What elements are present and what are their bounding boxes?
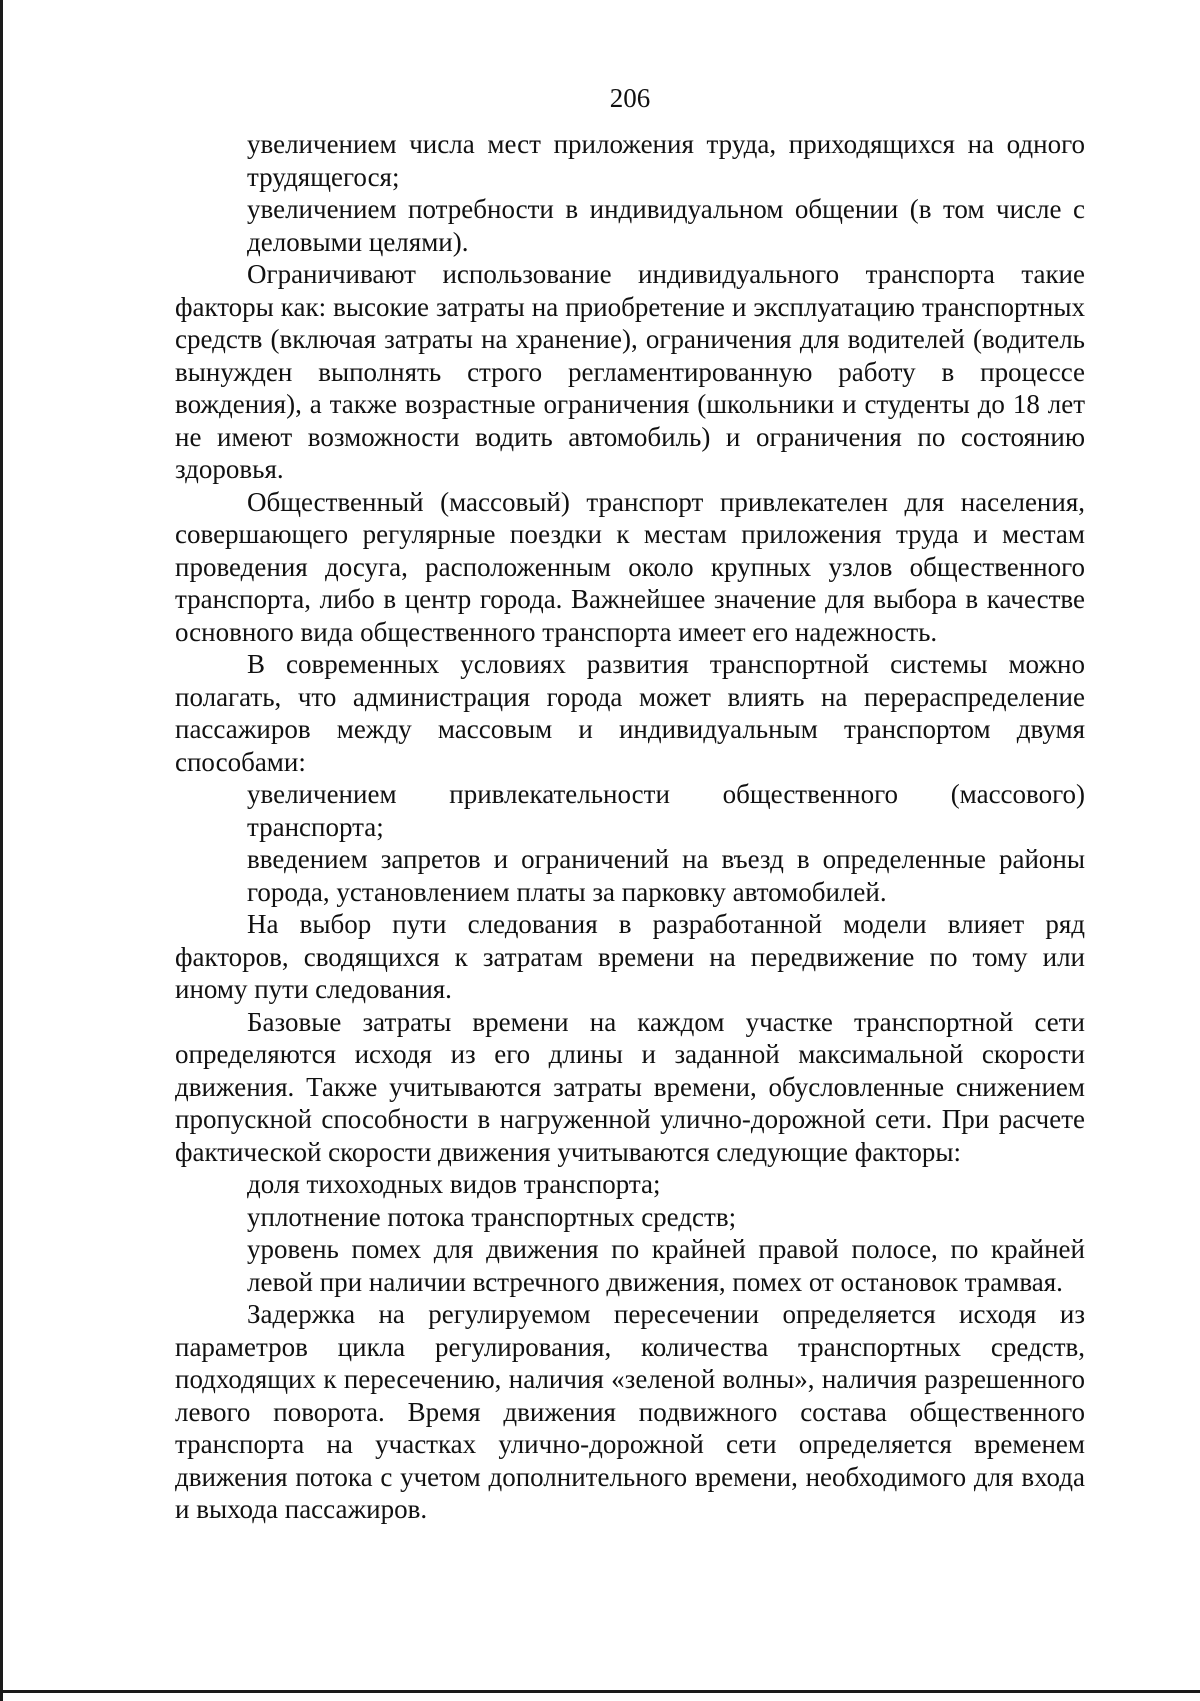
document-page	[175, 78, 1085, 1526]
list-item-entry-restrictions: введением запретов и ограничений на въезд в определенные районы города, установлением платы за парковку автомобилей.	[247, 844, 1085, 907]
paragraph-public-transport-attractiveness: Общественный (массовый) транспорт привлекателен для населения, совершающего регулярные поездки к местам приложения труда и местам проведения досуга, расположенным около крупных узлов общественного транспорта, либо в центр города. Важнейшее значение для выбора в качестве основного вида общественного транспорта имеет его надежность.	[175, 486, 1085, 647]
scan-edge-bottom	[0, 1690, 1200, 1693]
paragraph-base-time-costs: Базовые затраты времени на каждом участке транспортной сети определяются исходя из его длины и заданной максимальной скорости движения. Также учитываются затраты времени, обусловленные снижением пропускной способности в нагруженной улично-дорожной сети. При расчете фактической скорости движения учитываются следующие факторы:	[175, 1006, 1085, 1167]
list-item-flow-density: уплотнение потока транспортных средств;	[247, 1201, 737, 1232]
paragraph-individual-transport-limits: Ограничивают использование индивидуального транспорта такие факторы как: высокие затраты на приобретение и эксплуатацию транспортных средств (включая затраты на хранение), ограничения для водителей (водитель вынужден выполнять строго регламентированную работу в процессе вождения), а также возрастные ограничения (школьники и студенты до 18 лет не имеют возможности водить автомобиль) и ограничения по состоянию здоровья.	[175, 259, 1085, 484]
list-item-lane-interference: уровень помех для движения по крайней правой полосе, по крайней левой при наличии встречного движения, помех от остановок трамвая.	[247, 1234, 1085, 1297]
list-item-slow-transport-share: доля тихоходных видов транспорта;	[247, 1169, 661, 1199]
list-item-jobs-per-worker: увеличением числа мест приложения труда, приходящихся на одного трудящегося;	[247, 129, 1085, 192]
page-number: 206	[609, 83, 651, 113]
list-item-personal-communication: увеличением потребности в индивидуальном общении (в том числе с деловыми целями).	[247, 194, 1085, 257]
paragraph-intersection-delay: Задержка на регулируемом пересечении определяется исходя из параметров цикла регулирования, количества транспортных средств, подходящих к пересечению, наличия «зеленой волны», наличия разрешенного левого поворота. Время движения подвижного состава общественного транспорта на участках улично-дорожной сети определяется временем движения потока с учетом дополнительного времени, необходимого для входа и выхода пассажиров.	[175, 1299, 1085, 1524]
paragraph-route-choice: На выбор пути следования в разработанной модели влияет ряд факторов, сводящихся к затратам времени на передвижение по тому или иному пути следования.	[175, 909, 1085, 1004]
paragraph-redistribution-methods: В современных условиях развития транспортной системы можно полагать, что администрация города может влиять на перераспределение пассажиров между массовым и индивидуальным транспортом двумя способами:	[175, 649, 1085, 777]
scan-edge-left	[0, 0, 3, 1701]
list-item-public-transport-attractiveness: увеличением привлекательности общественного (массового) транспорта;	[247, 779, 1085, 842]
